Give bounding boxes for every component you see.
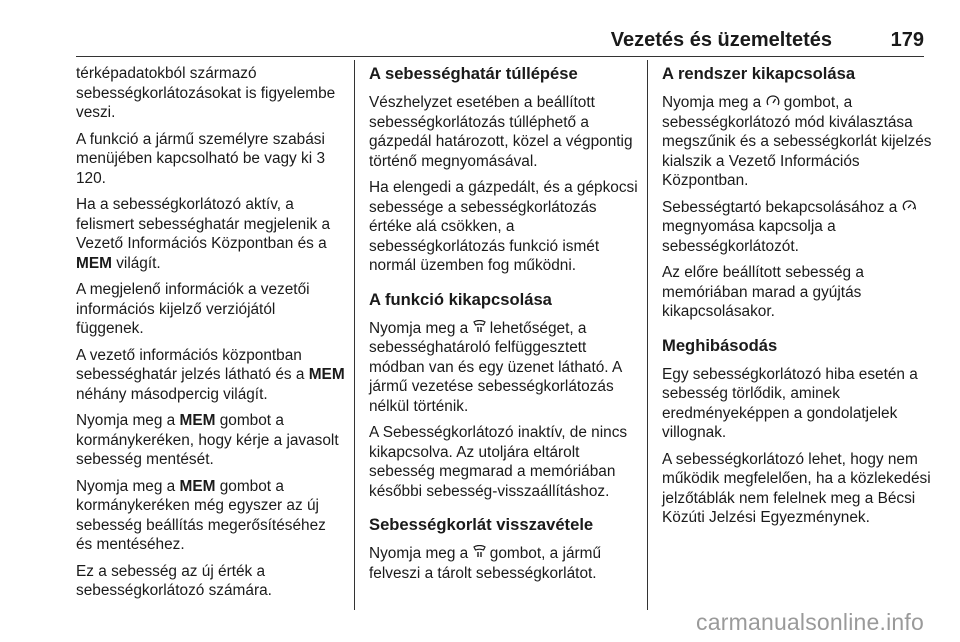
c2-paragraph-4: A Sebességkorlátozó inaktív, de nincs kikapcsolva. Az utoljára eltárolt sebesség megmarad a memóriában későbbi sebesség-visszaállításhoz. (369, 424, 628, 500)
c3-paragraph-2 (662, 198, 932, 257)
c1-paragraph-4: A megjelenő információk a vezetői információs kijelző verziójától függenek. (76, 281, 310, 337)
c2-p5-text-end: gombot, a jármű felveszi a tárolt sebességkorlátot. (369, 545, 602, 582)
c1-paragraph-7 (76, 477, 346, 555)
c1-paragraph-1: térképadatokból származó sebességkorlátozásokat is figyelembe veszi. (76, 65, 336, 121)
section-heading-deactivate: A funkció kikapcsolása (369, 289, 552, 309)
c3-paragraph-3: Az előre beállított sebesség a memóriában marad a gyújtás kikapcsolásakor. (662, 264, 864, 320)
c3-paragraph-1 (662, 93, 932, 191)
c3-p1-text-end: gombot, a sebességkorlátozó mód kiválasztása megszűnik és a sebességkorlát kijelzés kialszik a Vezető Információs Központban. (662, 94, 932, 189)
c1-p2-text: A funkció a jármű személyre szabási menüjében kapcsolható be vagy ki (76, 130, 325, 167)
column-1 (76, 64, 346, 608)
column-divider-2 (647, 60, 648, 610)
c1-p3-text-end: világít. (116, 254, 161, 272)
c2-p3-text-end: lehetőséget, a sebességhatároló felfüggesztett módban van és egy üzenet látható. A jármű vezetése sebességkorlátozás nélkül történik. (369, 319, 622, 415)
mem-label: MEM (76, 254, 112, 272)
c2-p5-text: Nyomja meg a (369, 545, 469, 562)
c3-p2-text: Sebességtartó bekapcsolásához a (662, 198, 898, 216)
column-divider-1 (354, 60, 355, 610)
c1-p5-text-end: néhány másodpercig világít. (76, 385, 268, 403)
column-2 (369, 64, 639, 590)
c1-paragraph-2 (76, 130, 346, 189)
c3-paragraph-5: A sebességkorlátozó lehet, hogy nem működik megfelelően, ha a közlekedési jelzőtáblák nem felelnek meg a Bécsi Közúti Jelzési Egyezménynek. (662, 450, 931, 526)
mem-label: MEM (308, 366, 345, 383)
mem-label: MEM (179, 477, 216, 495)
c1-p3-text: Ha a sebességkorlátozó aktív, a felismert sebességhatár megjelenik a Vezető Információs Központban és a (76, 196, 331, 252)
c1-paragraph-6 (76, 411, 346, 470)
speed-limiter-icon (766, 93, 780, 113)
page-number: 179 (890, 29, 924, 51)
c1-p7-text: Nyomja meg a (76, 477, 176, 495)
cruise-control-icon (902, 198, 916, 218)
c3-p2-text-end: megnyomása kapcsolja a sebességkorlátozót. (662, 218, 836, 255)
section-heading-switch-off: A rendszer kikapcsolása (662, 64, 856, 83)
speed-limiter-pause-icon (473, 544, 486, 564)
c3-p1-text: Nyomja meg a (662, 94, 762, 111)
c2-p3-text: Nyomja meg a (369, 319, 469, 337)
header-title: Vezetés és üzemeltetés (610, 29, 832, 51)
mem-label: MEM (179, 412, 216, 429)
c2-paragraph-3 (369, 319, 639, 417)
page-header (0, 0, 960, 52)
section-heading-resume: Sebességkorlát visszavétele (369, 515, 594, 534)
column-3 (662, 64, 932, 535)
page-reference-link[interactable]: 3 120. (76, 150, 325, 187)
c2-paragraph-2: Ha elengedi a gázpedált, és a gépkocsi sebessége a sebességkorlátozás értéke alá csökken, a sebességkorlátozás funkció ismét normál üzemben fog működni. (369, 179, 638, 274)
section-heading-exceed: A sebességhatár túllépése (369, 64, 578, 83)
header-rule (76, 56, 924, 57)
c1-p6-text-end: gombot a kormánykeréken, hogy kérje a javasolt sebesség mentését. (76, 412, 339, 468)
watermark: carmanualsonline.info (696, 609, 924, 635)
c1-p6-text: Nyomja meg a (76, 412, 176, 429)
c1-paragraph-5 (76, 346, 346, 405)
c2-paragraph-1: Vészhelyzet esetében a beállított sebességkorlátozás túlléphető a gázpedál határozott, közel a végpontig történő megnyomásával. (369, 94, 633, 170)
speed-limiter-pause-icon (473, 319, 486, 339)
c3-paragraph-4: Egy sebességkorlátozó hiba esetén a sebesség törlődik, aminek eredményeképpen a gondolatjelek villognak. (662, 365, 918, 441)
section-heading-malfunction: Meghibásodás (662, 335, 778, 355)
c1-p5-text: A vezető információs központban sebességhatár jelzés látható és a (76, 346, 305, 383)
c1-p7-text-end: gombot a kormánykeréken még egyszer az új sebesség beállítás megerősítéséhez és mentéséhez. (76, 477, 326, 553)
c1-paragraph-3 (76, 195, 346, 273)
c2-paragraph-5 (369, 544, 639, 583)
c1-paragraph-8: Ez a sebesség az új érték a sebességkorlátozó számára. (76, 562, 272, 599)
